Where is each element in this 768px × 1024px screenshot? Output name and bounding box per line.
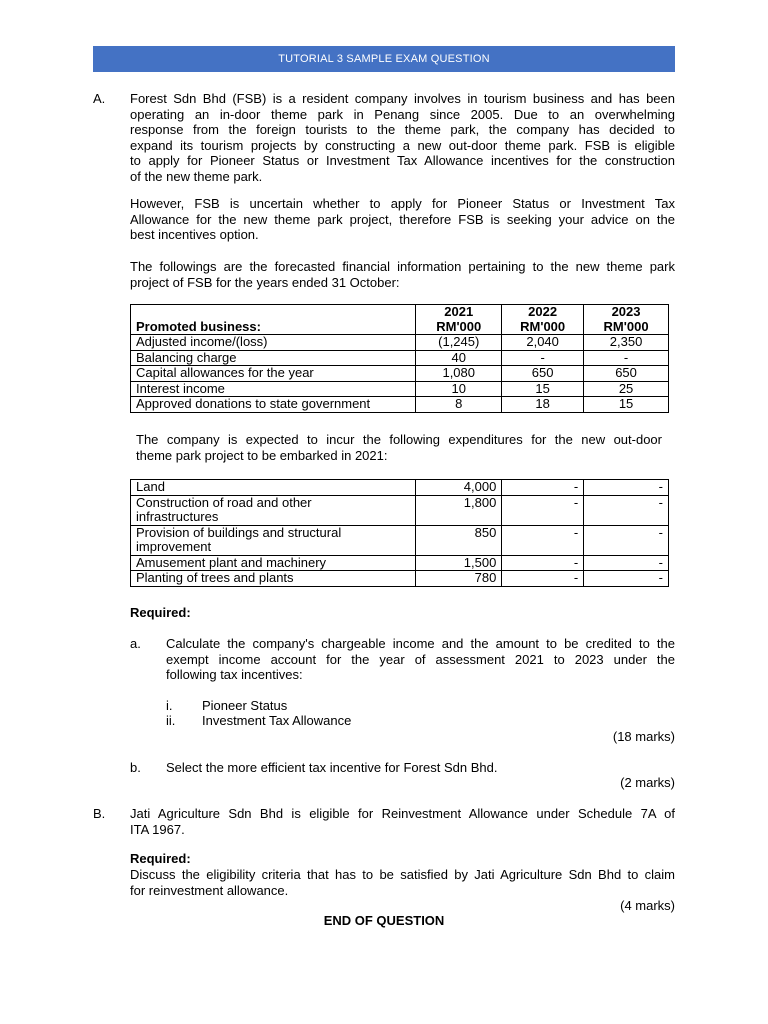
table-row	[131, 320, 669, 335]
unit-header: RM'000	[416, 320, 502, 335]
part-b-question	[130, 867, 675, 898]
partb-question-line: for reinvestment allowance.	[130, 882, 289, 898]
expenditure-table	[130, 479, 669, 587]
row-value: -	[584, 350, 669, 366]
para1-line: of the new theme park.	[130, 168, 263, 184]
question-a-text	[166, 636, 675, 683]
part-a-paragraph-1	[130, 91, 675, 185]
para3-line: project of FSB for the years ended 31 October:	[130, 274, 400, 290]
row-value: 15	[584, 397, 669, 413]
row-value: 15	[502, 381, 584, 397]
row-value: -	[502, 525, 584, 555]
table-row	[131, 525, 669, 555]
question-b-label: b.	[130, 760, 141, 775]
para2-line: Allowance for the new theme park project, therefore FSB is seeking your advice on the	[130, 211, 675, 227]
row-value: -	[502, 495, 584, 525]
row-value: 1,080	[416, 366, 502, 382]
table-cell	[131, 305, 416, 320]
part-a-paragraph-3	[130, 259, 675, 290]
unit-header: RM'000	[584, 320, 669, 335]
part-a-paragraph-4	[136, 432, 662, 463]
para4-line: The company is expected to incur the following expenditures for the new out-door	[136, 432, 662, 447]
row-value: (1,245)	[416, 335, 502, 351]
row-value: -	[502, 571, 584, 587]
option-text: Investment Tax Allowance	[202, 713, 352, 728]
para1-line: to apply for Pioneer Status or Investment Tax Allowance incentives for the construction	[130, 153, 675, 169]
row-value: 18	[502, 397, 584, 413]
row-label: Approved donations to state government	[131, 397, 416, 413]
row-label-line: Amusement plant and machinery	[136, 554, 327, 570]
row-label: Adjusted income/(loss)	[131, 335, 416, 351]
row-value: 25	[584, 381, 669, 397]
row-value: 2,040	[502, 335, 584, 351]
row-value: 1,500	[416, 555, 502, 571]
year-header: 2022	[502, 305, 584, 320]
table-row	[131, 480, 669, 496]
year-header: 2023	[584, 305, 669, 320]
row-value: 4,000	[416, 480, 502, 496]
option-text: Pioneer Status	[202, 698, 288, 713]
row-value: -	[584, 495, 669, 525]
table-row	[131, 397, 669, 413]
year-header: 2021	[416, 305, 502, 320]
row-label-line: Planting of trees and plants	[136, 570, 294, 585]
row-value: 650	[502, 366, 584, 382]
row-value: 1,800	[416, 495, 502, 525]
qa-line: exempt income account for the year of assessment 2021 to 2023 under the	[166, 651, 675, 667]
qa-line: following tax incentives:	[166, 667, 303, 683]
row-label	[131, 555, 416, 571]
part-a-label: A.	[93, 91, 106, 106]
table-row	[131, 366, 669, 382]
row-label	[131, 571, 416, 587]
title-banner: TUTORIAL 3 SAMPLE EXAM QUESTION	[93, 46, 675, 72]
partb-line: Jati Agriculture Sdn Bhd is eligible for Reinvestment Allowance under Schedule 7A of	[130, 806, 675, 821]
end-of-question: END OF QUESTION	[323, 913, 445, 928]
table-row	[131, 495, 669, 525]
table-row	[131, 350, 669, 366]
row-value: -	[502, 480, 584, 496]
part-a-paragraph-2	[130, 196, 675, 243]
row-value: 850	[416, 525, 502, 555]
table-row	[131, 381, 669, 397]
para1-line: expand its tourism projects by constructing a new out-door theme park. FSB is eligible	[130, 137, 675, 153]
required-heading: Required:	[130, 851, 191, 866]
marks-label: (4 marks)	[620, 898, 675, 913]
para3-line: The followings are the forecasted financial information pertaining to the new theme park	[130, 259, 675, 274]
row-value: 780	[416, 571, 502, 587]
para2-line: best incentives option.	[130, 227, 259, 243]
partb-line: ITA 1967.	[130, 821, 185, 837]
promoted-business-heading: Promoted business:	[131, 320, 416, 335]
row-value: -	[584, 571, 669, 587]
marks-label: (18 marks)	[612, 729, 675, 744]
para1-line: response from the foreign tourists to the theme park, the company has decided to	[130, 122, 675, 138]
row-label-line: Provision of buildings and structural	[136, 524, 342, 540]
row-label	[131, 525, 416, 555]
row-value: 10	[416, 381, 502, 397]
partb-question-line: Discuss the eligibility criteria that has to be satisfied by Jati Agriculture Sdn Bhd to claim	[130, 867, 675, 882]
row-value: -	[584, 555, 669, 571]
row-value: 8	[416, 397, 502, 413]
row-label: Balancing charge	[131, 350, 416, 366]
row-value: -	[502, 555, 584, 571]
row-value: 2,350	[584, 335, 669, 351]
marks-label: (2 marks)	[620, 775, 675, 790]
financial-info-table	[130, 304, 669, 413]
qa-line: Calculate the company's chargeable income and the amount to be credited to the	[166, 636, 675, 651]
table-row	[131, 571, 669, 587]
row-label	[131, 495, 416, 525]
row-label-line: Construction of road and other	[136, 494, 312, 510]
row-label: Interest income	[131, 381, 416, 397]
para2-line: However, FSB is uncertain whether to apply for Pioneer Status or Investment Tax	[130, 196, 675, 211]
para1-line: operating an in-door theme park in Penang since 2005. Due to an overwhelming	[130, 106, 675, 122]
row-value: 650	[584, 366, 669, 382]
table-row	[131, 305, 669, 320]
required-heading: Required:	[130, 605, 191, 620]
option-number: ii.	[166, 713, 176, 728]
question-a-label: a.	[130, 636, 141, 651]
row-label-line: improvement	[136, 539, 212, 554]
para4-line: theme park project to be embarked in 2021:	[136, 447, 388, 463]
row-label	[131, 480, 416, 496]
table-row	[131, 335, 669, 351]
option-number: i.	[166, 698, 173, 713]
row-label-line: Land	[136, 479, 165, 494]
part-b-label: B.	[93, 806, 106, 821]
row-value: 40	[416, 350, 502, 366]
row-label-line: infrastructures	[136, 509, 219, 524]
table-row	[131, 555, 669, 571]
unit-header: RM'000	[502, 320, 584, 335]
row-value: -	[584, 480, 669, 496]
row-value: -	[584, 525, 669, 555]
row-value: -	[502, 350, 584, 366]
question-b-text: Select the more efficient tax incentive for Forest Sdn Bhd.	[166, 760, 498, 775]
part-b-text	[130, 806, 675, 837]
para1-line: Forest Sdn Bhd (FSB) is a resident company involves in tourism business and has been	[130, 91, 675, 106]
row-label: Capital allowances for the year	[131, 366, 416, 382]
